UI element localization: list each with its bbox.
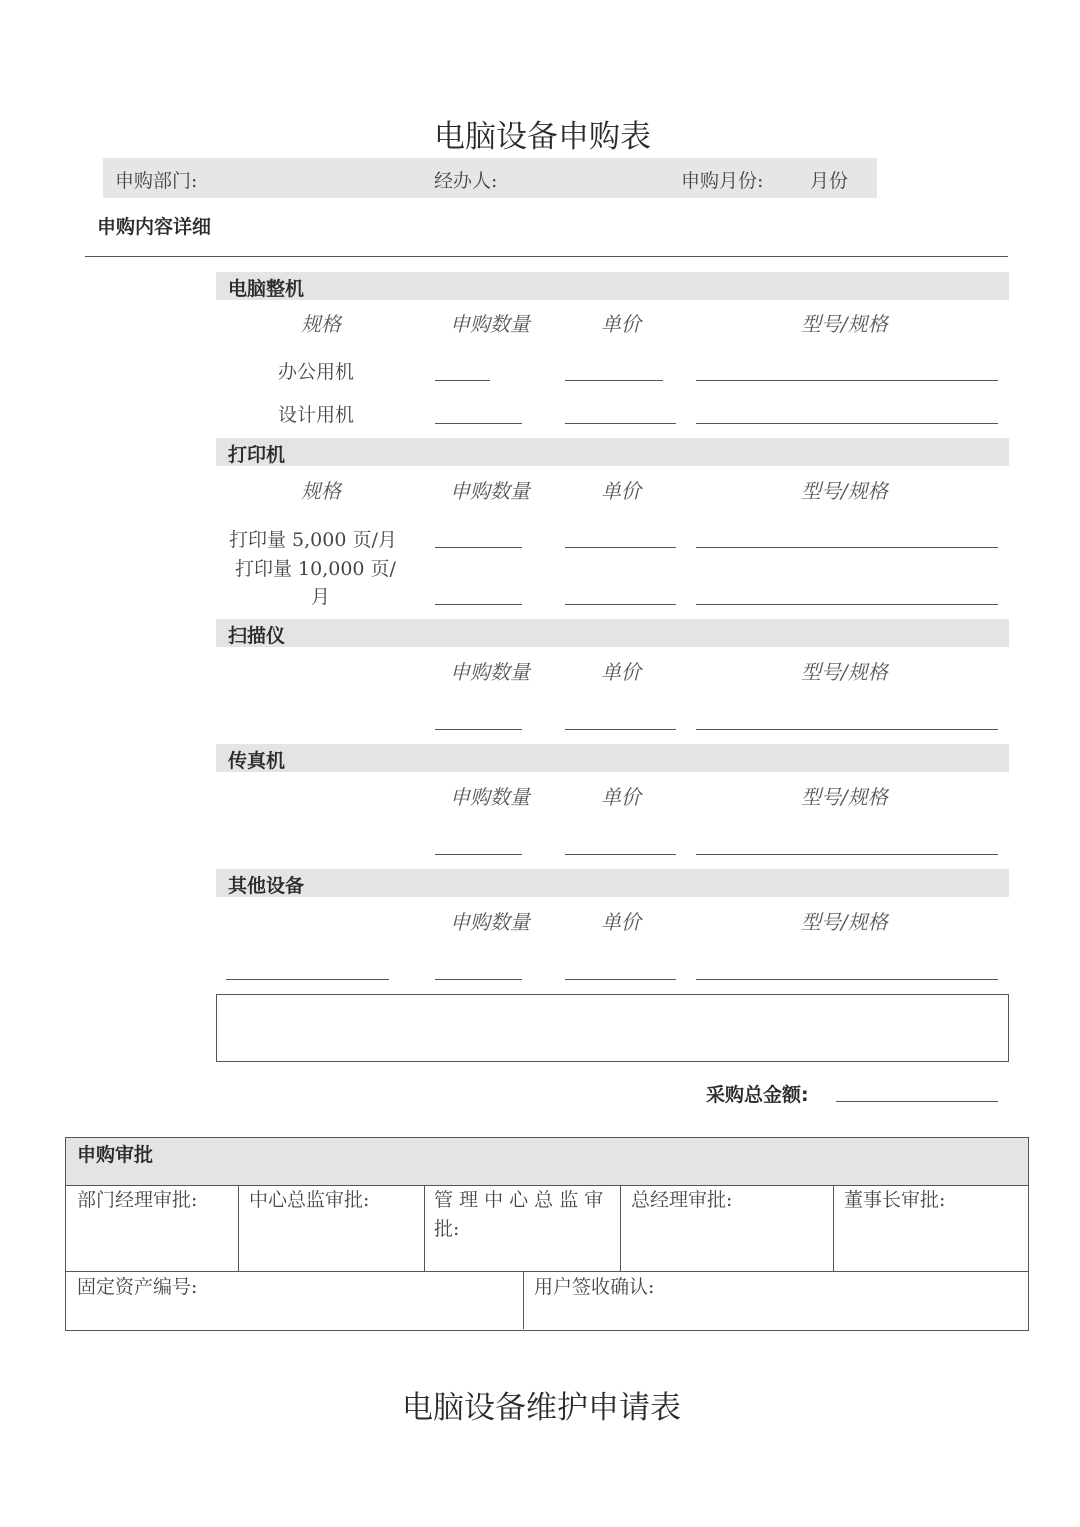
price-field[interactable]	[565, 547, 676, 548]
col-qty: 申购数量	[450, 479, 530, 503]
qty-field[interactable]	[435, 979, 522, 980]
qty-field[interactable]	[435, 604, 522, 605]
model-field[interactable]	[696, 729, 998, 730]
next-form-title: 电脑设备维护申请表	[402, 1390, 681, 1426]
model-field[interactable]	[696, 979, 998, 980]
section-bar-printer	[216, 438, 1009, 466]
col-qty: 申购数量	[450, 785, 530, 809]
col-price: 单价	[601, 479, 641, 503]
approval-header	[66, 1138, 1028, 1186]
month-unit: 月份	[810, 170, 849, 192]
general-manager-approval: 总经理审批:	[631, 1189, 733, 1211]
chairman-approval: 董事长审批:	[844, 1189, 946, 1211]
month-label: 申购月份:	[681, 170, 764, 192]
col-model: 型号/规格	[801, 479, 888, 503]
detail-heading: 申购内容详细	[97, 216, 212, 238]
col-qty: 申购数量	[450, 910, 530, 934]
approval-title: 申购审批	[77, 1144, 154, 1166]
total-field[interactable]	[836, 1101, 998, 1102]
qty-field[interactable]	[435, 547, 522, 548]
section-title-computer: 电脑整机	[228, 278, 305, 300]
divider	[85, 256, 1008, 257]
item-design-pc: 设计用机	[278, 404, 355, 426]
handler-label: 经办人:	[434, 170, 498, 192]
item-printer-10000-line2: 月	[311, 586, 331, 608]
model-field[interactable]	[696, 423, 998, 424]
mgmt-center-director-approval-line1: 管 理 中 心 总 监 审	[434, 1189, 604, 1211]
cell-divider	[833, 1186, 834, 1272]
col-spec: 规格	[301, 479, 341, 503]
form-title: 电脑设备申购表	[434, 119, 651, 155]
item-printer-10000-line1: 打印量 10,000 页/	[235, 558, 396, 580]
qty-field[interactable]	[435, 729, 522, 730]
section-title-scanner: 扫描仪	[228, 625, 286, 647]
col-spec: 规格	[301, 312, 341, 336]
col-price: 单价	[601, 910, 641, 934]
price-field[interactable]	[565, 423, 676, 424]
qty-field[interactable]	[435, 380, 490, 381]
section-bar-fax	[216, 744, 1009, 772]
user-sign-confirm: 用户签收确认:	[534, 1276, 655, 1298]
price-field[interactable]	[565, 729, 676, 730]
col-model: 型号/规格	[801, 312, 888, 336]
model-field[interactable]	[696, 604, 998, 605]
dept-label: 申购部门:	[115, 170, 198, 192]
price-field[interactable]	[565, 604, 676, 605]
model-field[interactable]	[696, 547, 998, 548]
section-bar-other	[216, 869, 1009, 897]
price-field[interactable]	[565, 979, 676, 980]
cell-divider	[424, 1186, 425, 1272]
center-director-approval: 中心总监审批:	[249, 1189, 370, 1211]
col-model: 型号/规格	[801, 785, 888, 809]
col-price: 单价	[601, 312, 641, 336]
col-price: 单价	[601, 785, 641, 809]
section-bar-computer	[216, 272, 1009, 300]
notes-box[interactable]	[216, 994, 1009, 1062]
price-field[interactable]	[565, 380, 663, 381]
dept-manager-approval: 部门经理审批:	[77, 1189, 198, 1211]
row-divider	[66, 1271, 1028, 1272]
col-qty: 申购数量	[450, 312, 530, 336]
spec-field[interactable]	[226, 979, 389, 980]
cell-divider	[523, 1272, 524, 1329]
item-office-pc: 办公用机	[278, 361, 355, 383]
qty-field[interactable]	[435, 854, 522, 855]
col-model: 型号/规格	[801, 910, 888, 934]
mgmt-center-director-approval-line2: 批:	[434, 1218, 460, 1240]
item-printer-5000: 打印量 5,000 页/月	[229, 529, 397, 551]
qty-field[interactable]	[435, 423, 522, 424]
cell-divider	[620, 1186, 621, 1272]
col-qty: 申购数量	[450, 660, 530, 684]
section-bar-scanner	[216, 619, 1009, 647]
price-field[interactable]	[565, 854, 676, 855]
cell-divider	[238, 1186, 239, 1272]
section-title-printer: 打印机	[228, 444, 286, 466]
col-price: 单价	[601, 660, 641, 684]
section-title-other: 其他设备	[228, 875, 305, 897]
asset-number: 固定资产编号:	[77, 1276, 198, 1298]
col-model: 型号/规格	[801, 660, 888, 684]
model-field[interactable]	[696, 380, 998, 381]
section-title-fax: 传真机	[228, 750, 286, 772]
total-label: 采购总金额:	[706, 1084, 809, 1106]
model-field[interactable]	[696, 854, 998, 855]
